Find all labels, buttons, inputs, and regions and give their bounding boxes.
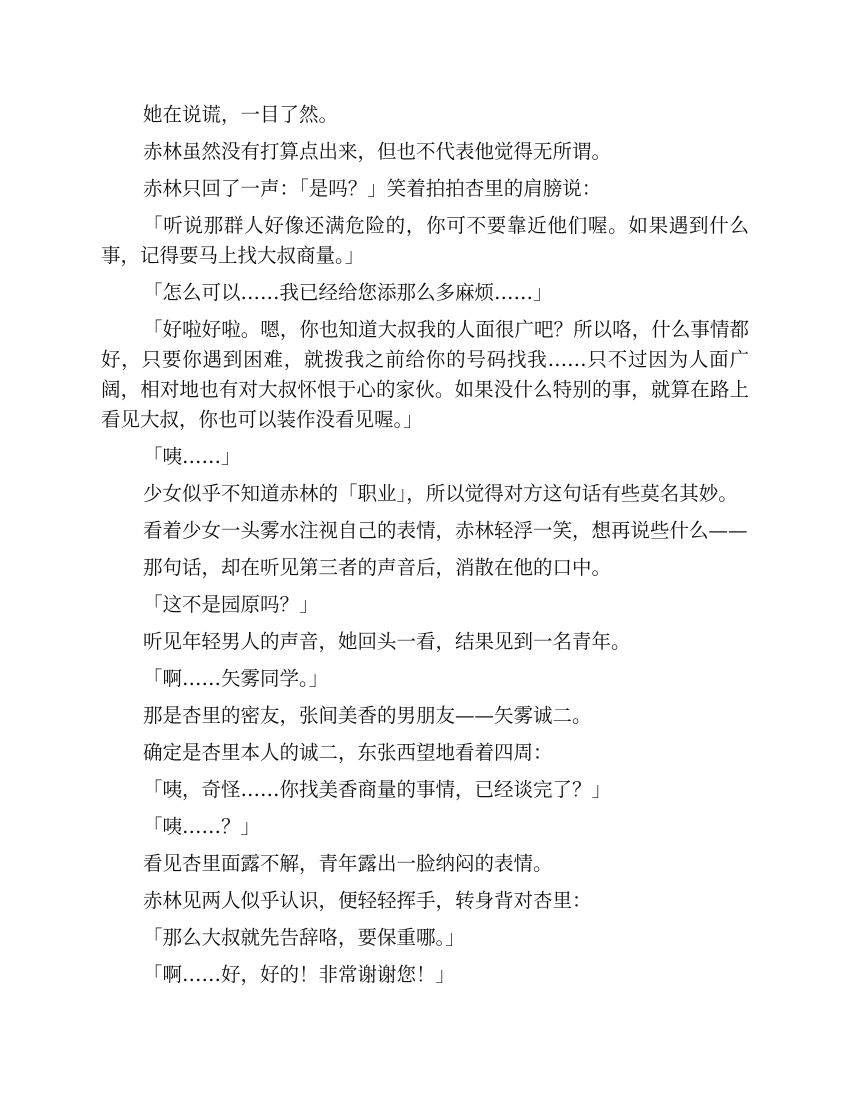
paragraph: 「啊……好，好的！非常谢谢您！」 [143, 963, 456, 986]
paragraph: 看见杏里面露不解，青年露出一脸纳闷的表情。 [143, 852, 553, 875]
paragraph: 「听说那群人好像还满危险的，你可不要靠近他们喔。如果遇到什么事，记得要马上找大叔商量。」 [101, 214, 749, 267]
paragraph: 「咦……」 [143, 445, 241, 468]
paragraph: 「那么大叔就先告辞咯，要保重哪。」 [143, 926, 465, 949]
paragraph: 「怎么可以……我已经给您添那么多麻烦……」 [143, 281, 553, 304]
paragraph: 「咦，奇怪……你找美香商量的事情，已经谈完了？」 [143, 778, 612, 801]
document-page [101, 100, 749, 997]
paragraph: 赤林见两人似乎认识，便轻轻挥手，转身背对杏里： [143, 889, 592, 912]
paragraph: 「咦……？」 [143, 815, 261, 838]
paragraph: 「啊……矢雾同学。」 [143, 667, 329, 690]
paragraph: 少女似乎不知道赤林的「职业」，所以觉得对方这句话有些莫名其妙。 [143, 482, 738, 505]
paragraph: 赤林只回了一声：「是吗？」笑着拍拍杏里的肩膀说： [143, 177, 602, 200]
paragraph: 确定是杏里本人的诚二，东张西望地看着四周： [143, 741, 553, 764]
paragraph: 那是杏里的密友，张间美香的男朋友——矢雾诚二。 [143, 704, 592, 727]
paragraph: 看着少女一头雾水注视自己的表情，赤林轻浮一笑，想再说些什么—— [143, 519, 748, 542]
paragraph: 听见年轻男人的声音，她回头一看，结果见到一名青年。 [143, 630, 631, 653]
paragraph: 「好啦好啦。嗯，你也知道大叔我的人面很广吧？所以咯，什么事情都好，只要你遇到困难，就拨我之前给你的号码找我……只不过因为人面广阔，相对地也有对大叔怀恨于心的家伙。如果没什么特别的事，就算在路上看见大叔，你也可以装作没看见喔。」 [101, 318, 749, 431]
paragraph: 「这不是园原吗？」 [143, 593, 319, 616]
paragraph: 那句话，却在听见第三者的声音后，消散在他的口中。 [143, 556, 612, 579]
paragraph: 赤林虽然没有打算点出来，但也不代表他觉得无所谓。 [143, 140, 612, 163]
paragraph: 她在说谎，一目了然。 [143, 103, 339, 126]
